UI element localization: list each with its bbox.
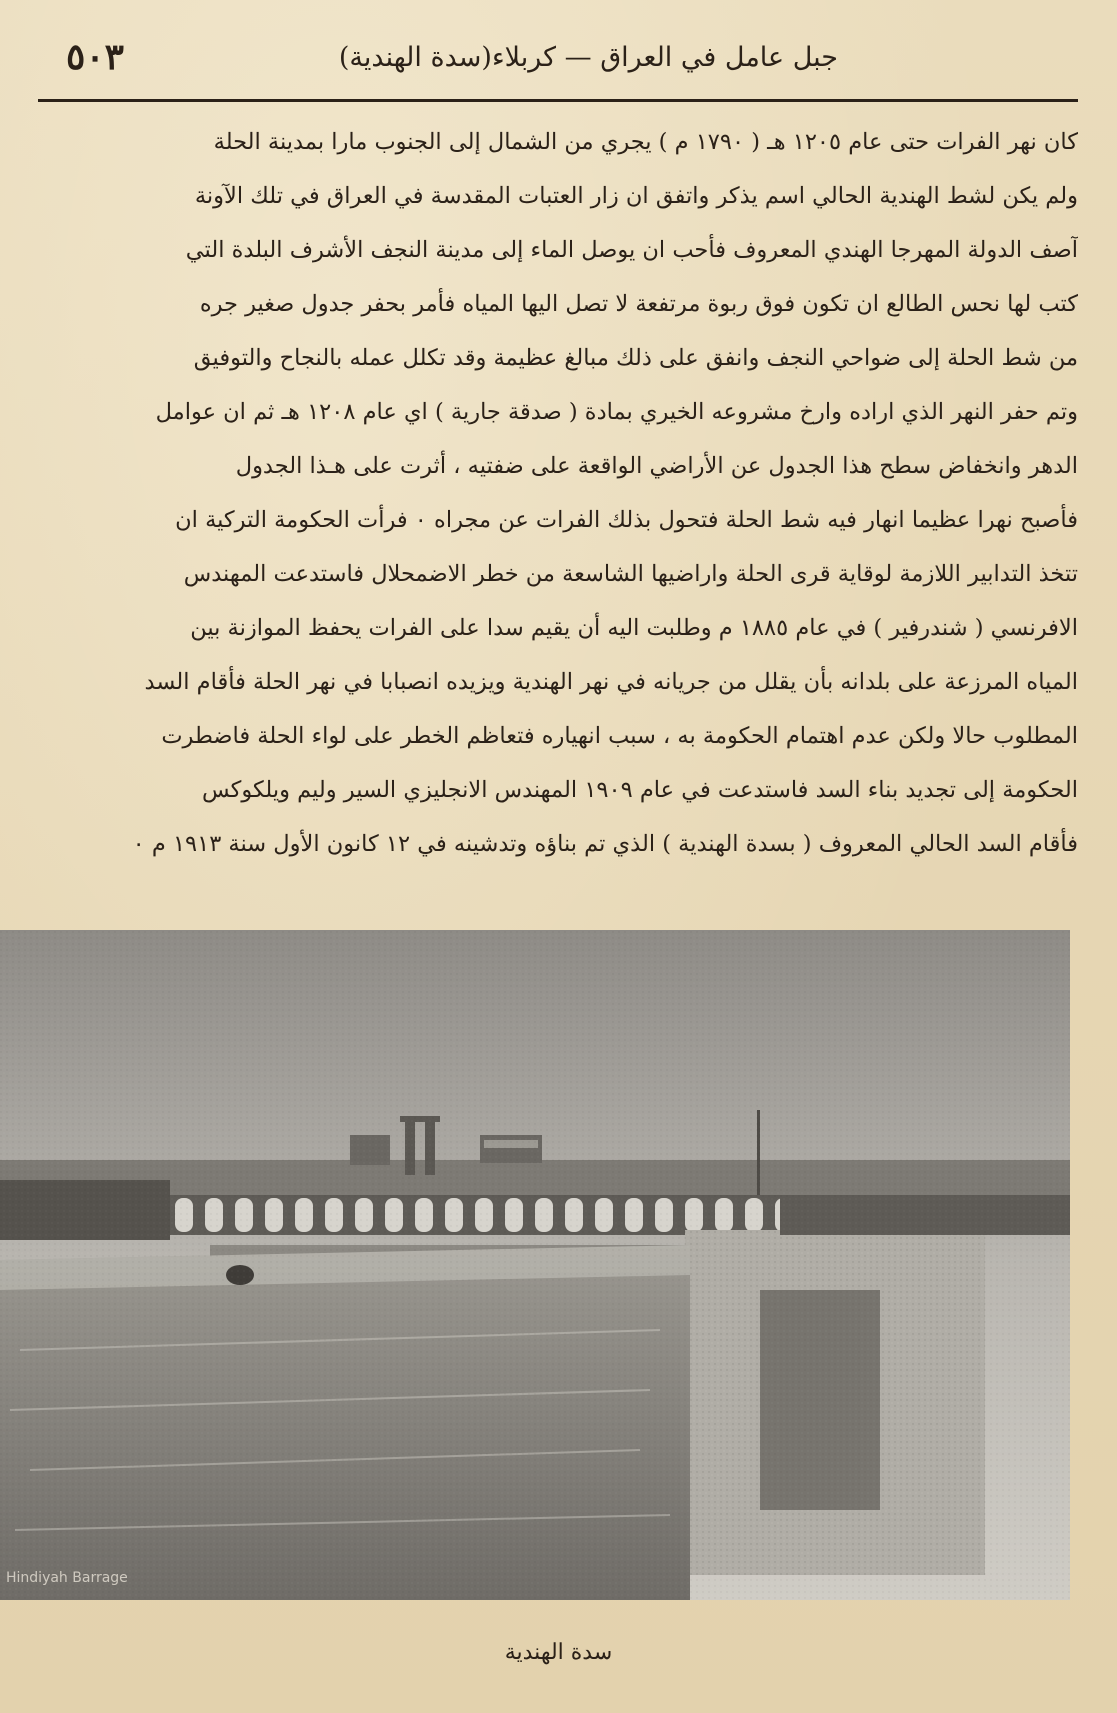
text-line: المطلوب حالا ولكن عدم اهتمام الحكومة به ، سبب انهياره فتعاظم الخطر على لواء الحلة فاضطرت (161, 723, 1078, 749)
text-line: آصف الدولة المهرجا الهندي المعروف فأحب ان يوصل الماء إلى مدينة النجف الأشرف البلدة التي (185, 237, 1078, 263)
photo-watermark: Hindiyah Barrage (6, 1570, 128, 1586)
text-line: من شط الحلة إلى ضواحي النجف وانفق على ذلك مبالغ عظيمة وقد تكلل عمله بالنجاح والتوفيق (193, 345, 1078, 371)
page-number: ٥٠٣ (66, 36, 125, 78)
text-line: تتخذ التدابير اللازمة لوقاية قرى الحلة واراضيها الشاسعة من خطر الاضمحلال فاستدعت المهندس (183, 561, 1078, 587)
running-title: جبل عامل في العراق — كربلاء(سدة الهندية) (338, 42, 838, 73)
text-line: كان نهر الفرات حتى عام ١٢٠٥ هـ ( ١٧٩٠ م ) يجري من الشمال إلى الجنوب مارا بمدينة الحلة (213, 129, 1078, 155)
text-line: الافرنسي ( شندرفير ) في عام ١٨٨٥ م وطلبت اليه أن يقيم سدا على الفرات يحفظ الموازنة بين (190, 615, 1078, 641)
text-line: المياه المرزعة على بلدانه بأن يقلل من جريانه في نهر الهندية ويزيده انصبابا في نهر الحلة فأقام السد (144, 669, 1078, 695)
text-line: ولم يكن لشط الهندية الحالي اسم يذكر واتفق ان زار العتبات المقدسة في العراق في تلك الآونة (194, 183, 1078, 209)
header-rule (38, 99, 1078, 102)
running-header (38, 30, 1078, 90)
text-line: فأصبح نهرا عظيما انهار فيه شط الحلة فتحول بذلك الفرات عن مجراه ٠ فرأت الحكومة التركية ان (175, 507, 1078, 533)
text-line: فأقام السد الحالي المعروف ( بسدة الهندية ) الذي تم بناؤه وتدشينه في ١٢ كانون الأول سنة ١٩١٣ م ٠ (132, 831, 1078, 857)
text-line: الحكومة إلى تجديد بناء السد فاستدعت في عام ١٩٠٩ المهندس الانجليزي السير وليم ويلكوكس (201, 777, 1078, 803)
text-line: كتب لها نحس الطالع ان تكون فوق ربوة مرتفعة لا تصل اليها المياه فأمر بحفر جدول صغير جره (199, 291, 1078, 317)
barrage-photograph (0, 930, 1070, 1600)
photo-caption: سدة الهندية (504, 1640, 613, 1665)
text-line: وتم حفر النهر الذي اراده وارخ مشروعه الخيري بمادة ( صدقة جارية ) اي عام ١٢٠٨ هـ ثم ان عوامل (155, 399, 1078, 425)
barrage-photo-illustration (0, 930, 1070, 1600)
body-text (44, 115, 1078, 871)
text-line: الدهر وانخفاض سطح هذا الجدول عن الأراضي الواقعة على ضفتيه ، أثرت على هـذا الجدول (235, 453, 1078, 479)
